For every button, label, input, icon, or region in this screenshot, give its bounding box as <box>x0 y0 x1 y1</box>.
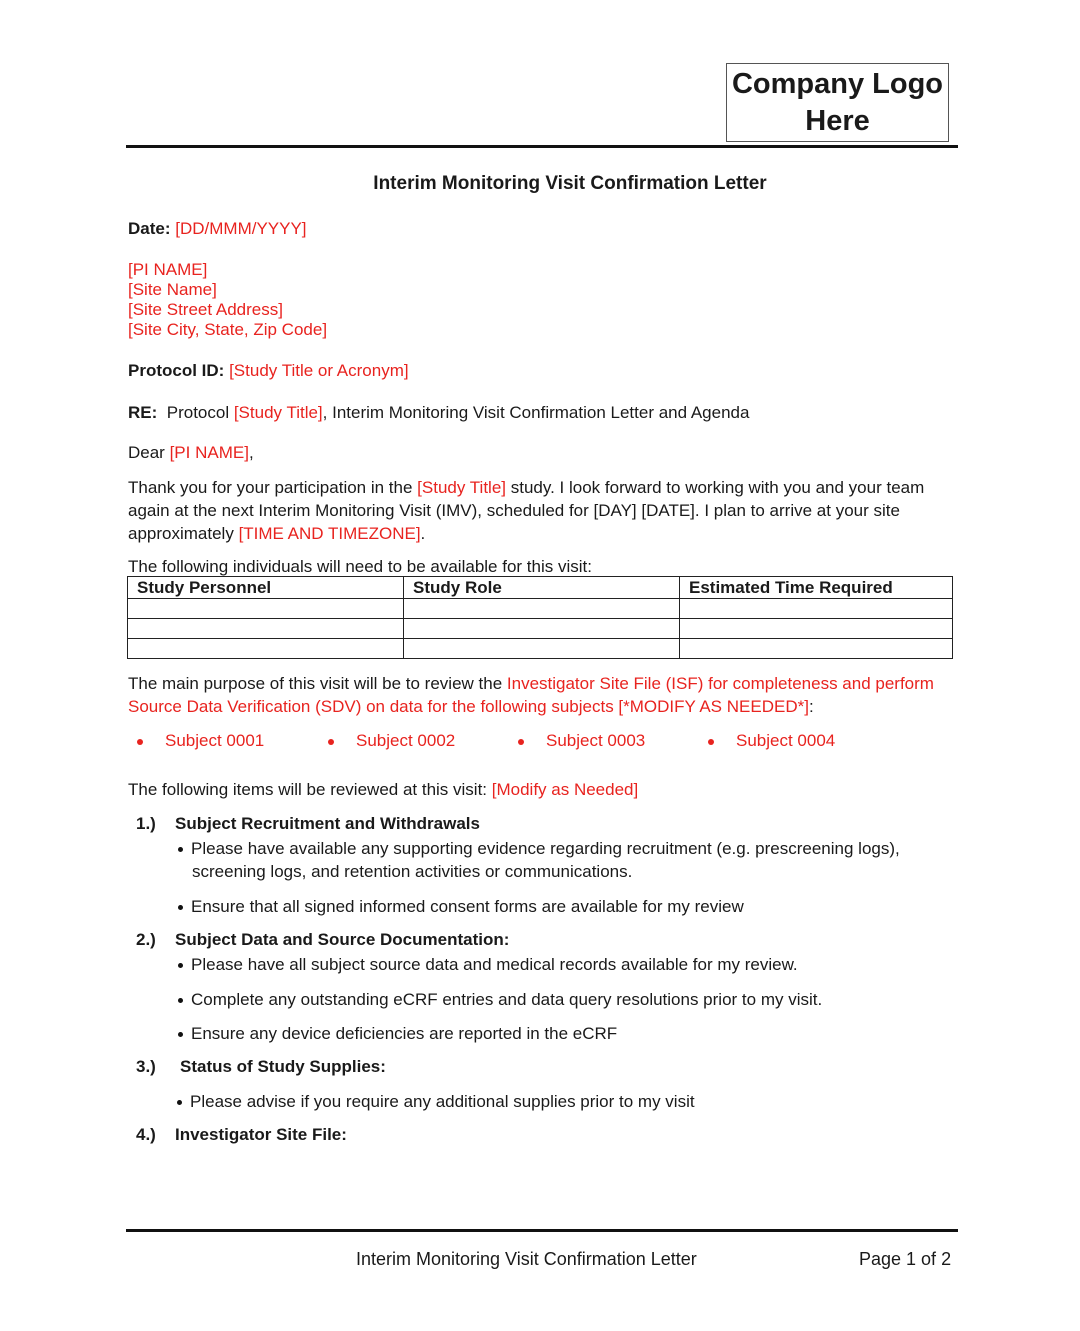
header-rule <box>126 145 958 148</box>
address-pi-name: [PI NAME] <box>128 260 208 279</box>
protocol-label: Protocol ID: <box>128 361 225 380</box>
bullet-dot-icon <box>178 847 183 852</box>
section-title-recruitment: Subject Recruitment and Withdrawals <box>175 814 480 833</box>
greeting-line <box>128 443 254 463</box>
section-number: 2.) <box>136 930 156 949</box>
section-number: 3.) <box>136 1057 156 1076</box>
list-item <box>178 895 938 918</box>
greeting-post: , <box>248 443 254 462</box>
address-site-name: [Site Name] <box>128 280 217 299</box>
re-line <box>128 403 749 423</box>
table-header-time: Estimated Time Required <box>680 577 953 599</box>
list-item <box>178 953 938 976</box>
address-street: [Site Street Address] <box>128 300 283 319</box>
purpose-pre: The main purpose of this visit will be to review the <box>128 674 507 693</box>
review-intro-red: [Modify as Needed] <box>491 780 639 799</box>
purpose-paragraph <box>128 672 958 718</box>
bullet-dot-icon <box>328 739 334 745</box>
table-cell[interactable] <box>680 599 953 619</box>
table-intro: The following individuals will need to be available for this visit: <box>128 557 592 576</box>
subject-item <box>708 731 835 751</box>
intro-time: [TIME AND TIMEZONE] <box>238 524 421 543</box>
footer-rule <box>126 1229 958 1232</box>
date-label: Date: <box>128 219 171 238</box>
subject-label: Subject 0003 <box>546 731 646 750</box>
logo-line-2: Here <box>805 105 870 137</box>
table-row <box>128 639 953 659</box>
list-item-text: Ensure that all signed informed consent forms are available for my review <box>191 897 744 916</box>
table-cell[interactable] <box>404 619 680 639</box>
bullet-dot-icon <box>178 905 183 910</box>
bullet-dot-icon <box>518 739 524 745</box>
list-item <box>178 988 938 1011</box>
purpose-post: : <box>808 697 814 716</box>
personnel-table <box>127 576 953 659</box>
bullet-dot-icon <box>137 739 143 745</box>
intro-p1: Thank you for your participation in the <box>128 478 418 497</box>
intro-study: [Study Title] <box>417 478 506 497</box>
list-item-text: Please advise if you require any additional supplies prior to my visit <box>190 1092 695 1111</box>
section-number: 4.) <box>136 1125 156 1144</box>
date-line <box>128 219 307 239</box>
list-item <box>178 837 952 883</box>
bullet-dot-icon <box>708 739 714 745</box>
page-number: Page 1 of 2 <box>859 1249 952 1269</box>
table-cell[interactable] <box>680 639 953 659</box>
section-title-site-file: Investigator Site File: <box>175 1125 347 1144</box>
list-item <box>178 1022 938 1045</box>
protocol-value: [Study Title or Acronym] <box>229 361 409 380</box>
list-item-text: Ensure any device deficiencies are reported in the eCRF <box>191 1024 618 1043</box>
bullet-dot-icon <box>178 963 183 968</box>
table-header-personnel: Study Personnel <box>128 577 404 599</box>
table-header-row <box>128 577 953 599</box>
subject-label: Subject 0004 <box>736 731 836 750</box>
subject-item <box>518 731 645 751</box>
bullet-dot-icon <box>177 1100 182 1105</box>
table-header-role: Study Role <box>404 577 680 599</box>
subject-label: Subject 0001 <box>165 731 265 750</box>
section-number: 1.) <box>136 814 156 833</box>
bullet-dot-icon <box>178 1032 183 1037</box>
footer-title: Interim Monitoring Visit Confirmation Letter <box>356 1249 697 1269</box>
table-cell[interactable] <box>404 639 680 659</box>
table-cell[interactable] <box>128 619 404 639</box>
bullet-dot-icon <box>178 998 183 1003</box>
list-item-text: Please have all subject source data and medical records available for my review. <box>191 955 798 974</box>
re-pre: Protocol <box>166 403 234 422</box>
logo-line-1: Company Logo <box>731 68 944 100</box>
table-cell[interactable] <box>404 599 680 619</box>
intro-p2: study. I look forward to working with you and your team again at the next Interim Monitoring Visit (IMV), scheduled for [DAY] [DATE]. I plan to arrive at your site approximately <box>128 478 925 543</box>
list-item-text: Complete any outstanding eCRF entries and data query resolutions prior to my visit. <box>191 990 823 1009</box>
table-cell[interactable] <box>128 639 404 659</box>
re-label: RE: <box>128 403 158 422</box>
re-post: , Interim Monitoring Visit Confirmation Letter and Agenda <box>322 403 750 422</box>
purpose-red: Investigator Site File (ISF) for completeness and perform Source Data Verification (SDV) on data for the following subjects [*MODIFY AS NEEDED*] <box>128 674 934 716</box>
company-logo-placeholder <box>726 63 949 142</box>
section-title-supplies: Status of Study Supplies: <box>180 1057 386 1076</box>
review-intro-pre: The following items will be reviewed at this visit: <box>128 780 492 799</box>
intro-paragraph <box>128 476 958 545</box>
table-row <box>128 599 953 619</box>
subject-item <box>328 731 455 751</box>
section-title-source-data: Subject Data and Source Documentation: <box>175 930 510 949</box>
intro-p3: . <box>420 524 426 543</box>
list-item-text: Please have available any supporting evidence regarding recruitment (e.g. prescreening logs), screening logs, and retention activities or communications. <box>191 839 900 881</box>
subject-label: Subject 0002 <box>356 731 456 750</box>
re-study: [Study Title] <box>233 403 323 422</box>
list-item <box>177 1090 937 1113</box>
greeting-pre: Dear <box>128 443 170 462</box>
greeting-name: [PI NAME] <box>169 443 249 462</box>
protocol-line <box>128 361 409 381</box>
review-intro <box>128 780 638 800</box>
address-city: [Site City, State, Zip Code] <box>128 320 328 339</box>
subject-item <box>137 731 264 751</box>
table-cell[interactable] <box>680 619 953 639</box>
date-value: [DD/MMM/YYYY] <box>175 219 307 238</box>
address-block <box>128 260 327 340</box>
table-row <box>128 619 953 639</box>
document-title: Interim Monitoring Visit Confirmation Letter <box>373 173 767 194</box>
table-cell[interactable] <box>128 599 404 619</box>
